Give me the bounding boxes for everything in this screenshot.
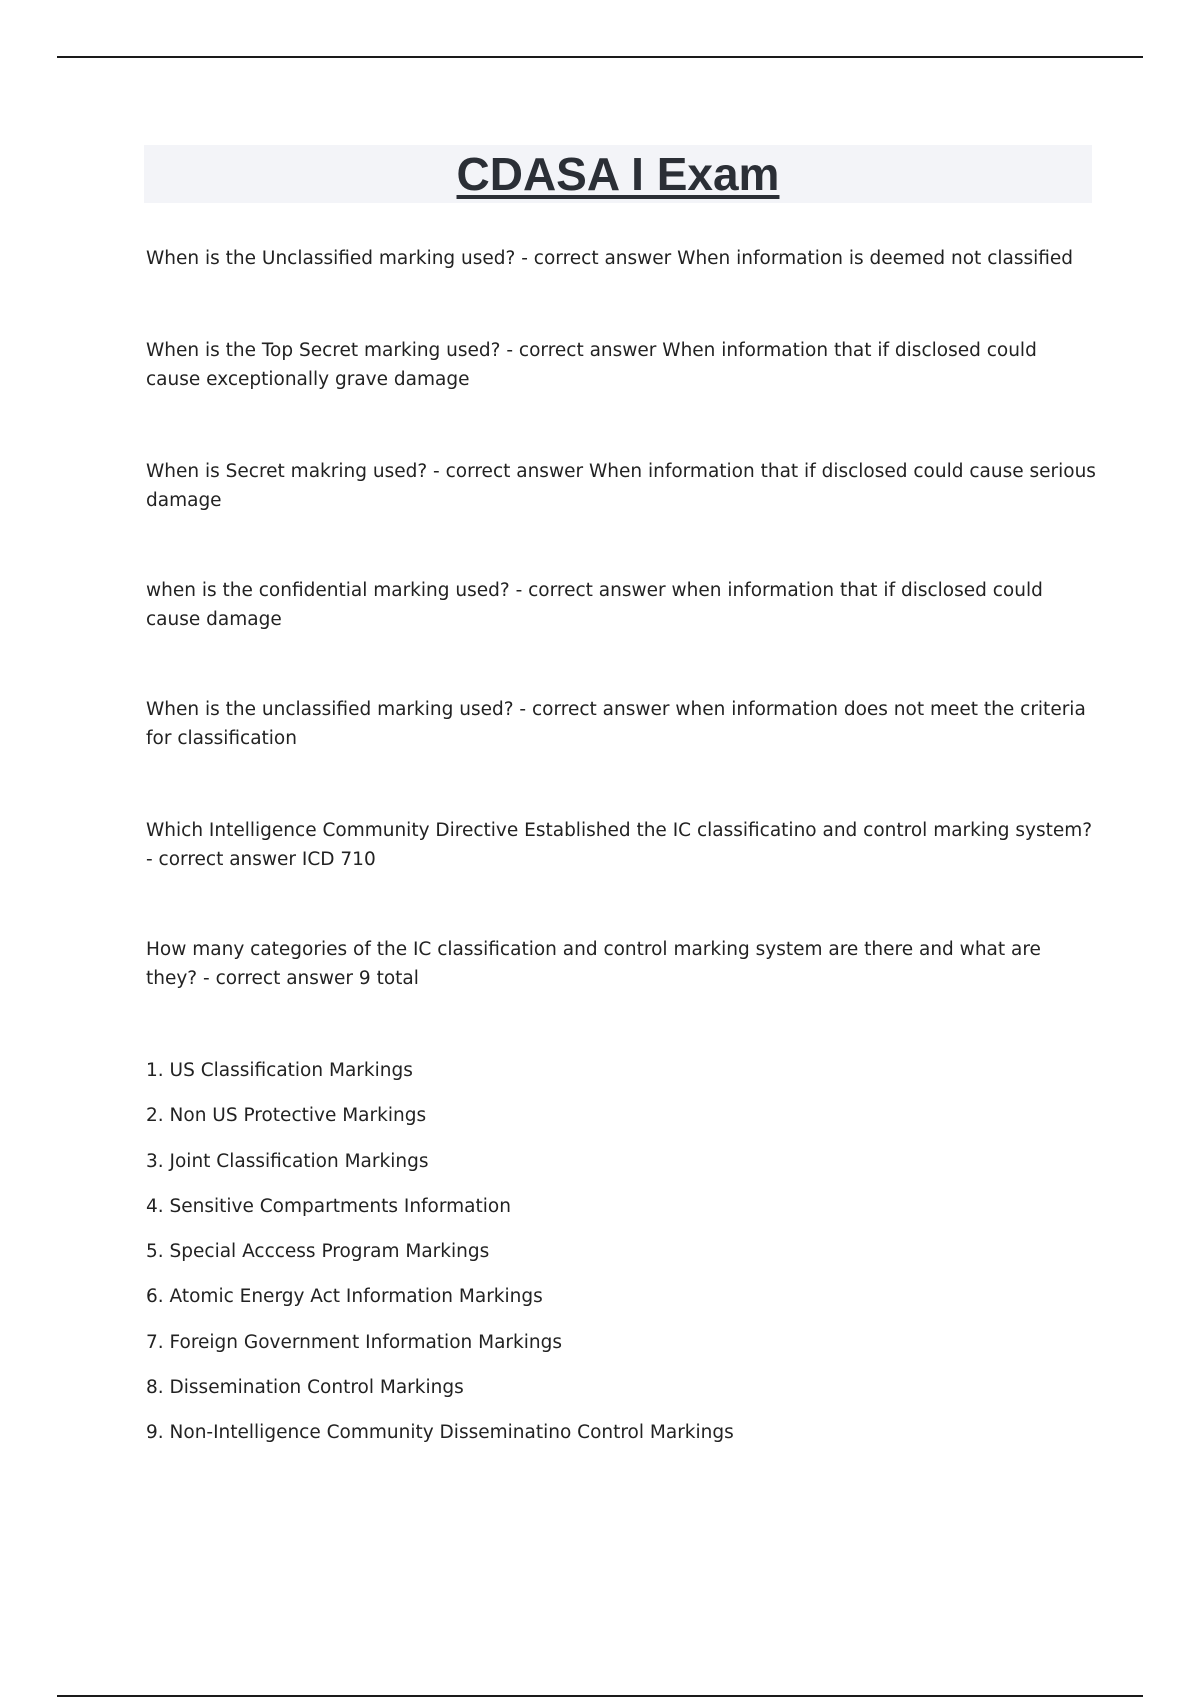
qa-item-7: How many categories of the IC classification and control marking system are there and what are they? - correct answer 9 total — [146, 939, 1041, 989]
bottom-divider — [57, 1695, 1143, 1697]
qa-item-2: When is the Top Secret marking used? - correct answer When information that if disclosed could cause exceptionally grave damage — [146, 340, 1037, 390]
list-item: 3. Joint Classification Markings — [146, 1150, 429, 1172]
list-item: 7. Foreign Government Information Markings — [146, 1331, 562, 1353]
list-item: 8. Dissemination Control Markings — [146, 1377, 464, 1399]
list-item: 4. Sensitive Compartments Information — [146, 1195, 511, 1217]
qa-item-1: When is the Unclassified marking used? - correct answer When information is deemed not classified — [146, 248, 1074, 269]
top-divider — [57, 56, 1143, 58]
document-title: CDASA I Exam — [456, 148, 780, 200]
qa-item-5: When is the unclassified marking used? - correct answer when information does not meet the criteria for classification — [146, 699, 1086, 749]
category-list — [146, 1056, 734, 1464]
qa-item-3: When is Secret makring used? - correct answer When information that if disclosed could cause serious damage — [146, 461, 1096, 511]
list-item: 2. Non US Protective Markings — [146, 1105, 427, 1127]
qa-item-6: Which Intelligence Community Directive Established the IC classificatino and control marking system? - correct answer ICD 710 — [146, 820, 1093, 870]
list-item: 5. Special Acccess Program Markings — [146, 1241, 490, 1263]
list-item: 9. Non-Intelligence Community Disseminatino Control Markings — [146, 1422, 734, 1444]
qa-item-4: when is the confidential marking used? - correct answer when information that if disclosed could cause damage — [146, 580, 1043, 630]
title-banner — [144, 145, 1092, 203]
list-item: 1. US Classification Markings — [146, 1060, 413, 1081]
list-item: 6. Atomic Energy Act Information Markings — [146, 1286, 543, 1308]
